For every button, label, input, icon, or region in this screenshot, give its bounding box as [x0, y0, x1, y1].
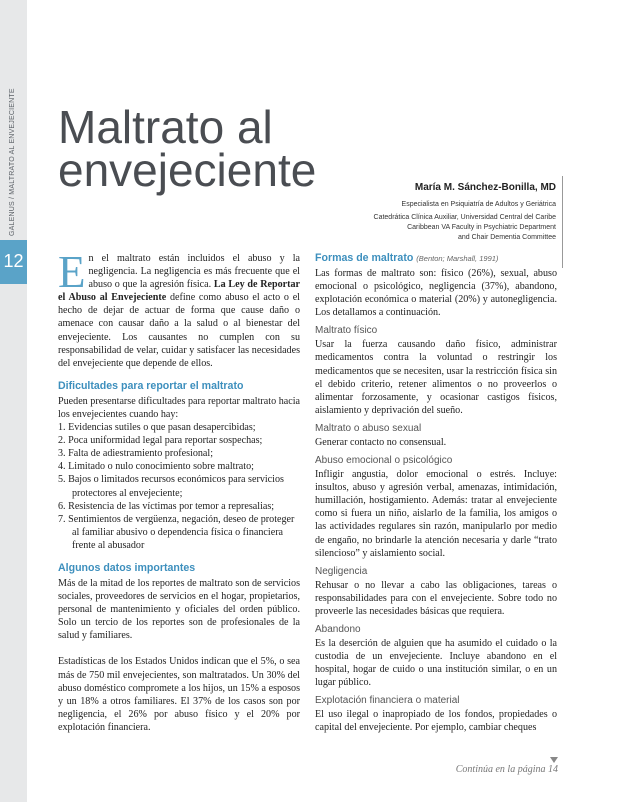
- continue-arrow-icon: [550, 757, 558, 763]
- right-column: [315, 252, 557, 735]
- list-item: 7. Sentimientos de vergüenza, negación, deseo de proteger al familiar abusivo o dependencia física o financiera frente al abusador: [58, 513, 295, 551]
- subsection-heading: Maltrato o abuso sexual: [315, 422, 422, 434]
- author-credential: Caribbean VA Faculty in Psychiatric Department: [407, 224, 556, 231]
- intro-text: n el maltrato están incluidos el abuso y la negligencia. La negligencia es más frecuente que el abuso o que la agresión física.: [88, 253, 300, 291]
- section-heading: Algunos datos importantes: [58, 561, 196, 574]
- author-credential: Catedrática Clínica Auxiliar, Universidad Central del Caribe: [373, 214, 556, 221]
- subsection-heading: Maltrato físico: [315, 325, 378, 337]
- paragraph: Usar la fuerza causando daño físico, administrar medicamentos contra la voluntad o restringir los medicamentos que se necesiten, usar la restricción física sin el debido criterio, retener alimentos o no proveerlos o alimentar forzosamente, y ocasionar castigos físicos, aislamiento y deprivación del sueño.: [315, 339, 557, 416]
- author-divider: [562, 176, 563, 268]
- list-item: 1. Evidencias sutiles o que pasan desapercibidas;: [58, 422, 256, 434]
- section-heading: Dificultades para reportar el maltrato: [58, 379, 244, 392]
- citation: (Benton; Marshall, 1991): [416, 254, 499, 263]
- article-title: [58, 101, 317, 196]
- title-line-1: Maltrato al: [58, 101, 273, 153]
- drop-cap: E: [58, 247, 86, 297]
- paragraph: Las formas de maltrato son: físico (26%), sexual, abuso emocional o psicológico, negligencia (37%), abandono, explotación económica o material (20%) y autonegligencia. Los detallamos a continuación.: [315, 268, 557, 319]
- section-lead: Pueden presentarse dificultades para reportar maltrato hacia los envejecientes cuando hay:: [58, 395, 300, 420]
- intro-text: define como abuso el acto o el hecho de dejar de actuar de forma que cause daño o amenace con causar daño a la salud o al bienestar del envejeciente. Los causantes no cumplen con su responsabilidad de velar, cuidar y satisfacer las necesidades del envejeciente que depende de ellos.: [58, 292, 300, 369]
- law-name: La Ley de Reportar el Abuso al Envejeciente: [58, 279, 300, 304]
- difficulties-list: [58, 421, 300, 552]
- list-item: 4. Limitado o nulo conocimiento sobre maltrato;: [58, 461, 254, 473]
- author-block: [374, 182, 556, 243]
- paragraph: El uso ilegal o inapropiado de los fondos, propiedades o capital del envejeciente. Por ejemplo, cambiar cheques: [315, 709, 557, 734]
- subsection-heading: Negligencia: [315, 565, 368, 577]
- subsection-heading: Abandono: [315, 623, 361, 635]
- author-credential: and Chair Dementia Committee: [457, 234, 556, 241]
- list-item: 3. Falta de adiestramiento profesional;: [58, 448, 214, 460]
- section-heading: [315, 252, 557, 265]
- subsection-heading: Abuso emocional o psicológico: [315, 455, 453, 467]
- paragraph: Más de la mitad de los reportes de maltrato son de servicios sociales, proveedores de servicios en el hogar, propietarios, personal de mantenimiento y oficiales del orden público. Solo un tercio de los reportes son de profesionales de la salud y familiares.: [58, 577, 300, 642]
- running-head: GALENUS / MALTRATO AL ENVEJECIENTE: [9, 88, 16, 236]
- left-column: [58, 247, 300, 734]
- paragraph: Estadísticas de los Estados Unidos indican que el 5%, o sea más de 750 mil envejecientes, son maltratados. Un 30% del abuso doméstico compromete a los hijos, un 15% a esposos y un 18% a otros familiares. El 37% de los casos son por negligencia, el 26% por abuso físico y el 20% por explotación financiera.: [58, 656, 300, 733]
- page-number: 12: [3, 251, 24, 271]
- list-item: 5. Bajos o limitados recursos económicos para servicios protectores al envejeciente;: [58, 474, 284, 499]
- subsection-heading: Explotación financiera o material: [315, 695, 460, 707]
- intro-paragraph: [58, 247, 300, 370]
- continued-note: Continúa en la página 14: [455, 764, 558, 775]
- list-item: 2. Poca uniformidad legal para reportar sospechas;: [58, 435, 263, 447]
- list-item: 6. Resistencia de las víctimas por temor a represalias;: [58, 500, 275, 512]
- title-line-2: envejeciente: [58, 144, 317, 196]
- paragraph: Infligir angustia, dolor emocional o estrés. Incluye: insultos, abuso y agresión verbal, amenazas, intimidación, humillación, hostigamiento. Además: tratar al envejeciente como si fuera un niño, aislarlo de la familia, los amigos o las actividades regulares sin razón, manipularlo por medio de engaño, no brindarle la atención necesaria y darle “trato silencioso” y aislamiento social.: [315, 469, 557, 559]
- heading-text: Formas de maltrato: [315, 252, 414, 264]
- paragraph: Es la deserción de alguien que ha asumido el cuidado o la custodia de un envejeciente. Incluye abandono en el hospital, hogar de cuido o una institución similar, o en un lugar público.: [315, 637, 557, 689]
- author-name: María M. Sánchez-Bonilla, MD: [414, 182, 556, 193]
- paragraph: Generar contacto no consensual.: [315, 436, 447, 448]
- author-credential: Especialista en Psiquiatría de Adultos y Geriátrica: [401, 201, 556, 208]
- paragraph: Rehusar o no llevar a cabo las obligaciones, tareas o responsabilidades para con el envejeciente. Sobre todo no proveerle las necesidades básicas que requiera.: [315, 579, 557, 617]
